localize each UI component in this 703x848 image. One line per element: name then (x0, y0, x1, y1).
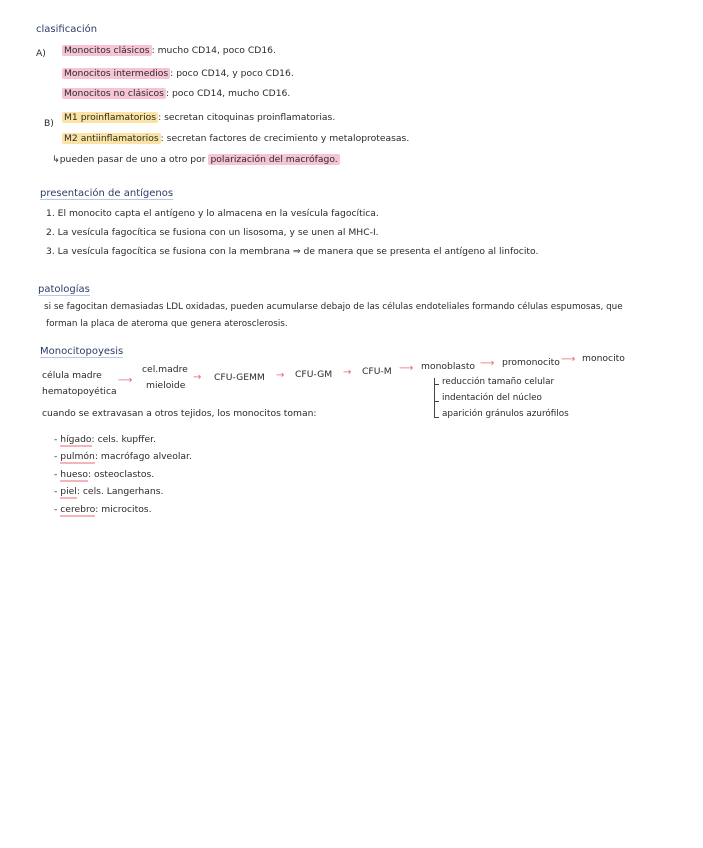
change-item: aparición gránulos azurófilos (442, 409, 569, 419)
stage-myeloid-line2: mieloide (146, 380, 186, 391)
organ-term: cerebro (60, 504, 96, 515)
cell-type: : macrófago alveolar. (94, 451, 192, 462)
organ-term: hueso (60, 469, 88, 480)
list-item: - cerebro: microcitos. (54, 504, 152, 515)
branch-tick (434, 417, 439, 418)
arrow-icon: → (193, 372, 202, 383)
list-item (62, 133, 409, 144)
tissues-intro: cuando se extravasan a otros tejidos, los monocitos toman: (42, 408, 317, 419)
paragraph-line: si se fagocitan demasiadas LDL oxidadas, pueden acumularse debajo de las células endoteliales formando células espumosas, que (44, 302, 623, 312)
arrow-icon: ⟶ (118, 375, 133, 386)
stage-hsc-line2: hematopoyética (42, 386, 117, 397)
arrow-icon: → (276, 370, 285, 381)
stage-promonocito: promonocito (502, 357, 560, 368)
stage-monocito: monocito (582, 353, 625, 364)
stage-cfu-gemm: CFU-GEMM (214, 372, 265, 383)
list-item (62, 68, 294, 79)
term-highlight: M1 proinflamatorios (64, 112, 157, 123)
cell-type: : microcitos. (95, 504, 152, 515)
list-item (62, 112, 335, 123)
term-description: : mucho CD14, poco CD16. (151, 45, 276, 56)
arrow-icon: ⟶ (561, 354, 576, 365)
list-item (62, 45, 276, 56)
paragraph-line: forman la placa de ateroma que genera aterosclerosis. (46, 319, 288, 329)
branch-tick (434, 384, 439, 385)
list-label-a: A) (36, 48, 46, 59)
list-item: - hueso: osteoclastos. (54, 469, 155, 480)
arrow-icon: ⟶ (399, 363, 414, 374)
term-highlight: M2 antiinflamatorios (64, 133, 159, 144)
term-description: : poco CD14, y poco CD16. (170, 68, 294, 79)
term-description: : secretan factores de crecimiento y metaloproteasas. (160, 133, 410, 144)
section-title-clasificacion: clasificación (36, 24, 98, 35)
list-item: - hígado: cels. kupffer. (54, 434, 156, 445)
stage-cfu-m: CFU-M (362, 366, 392, 377)
stage-hsc-line1: célula madre (42, 370, 102, 381)
term-description: : poco CD14, mucho CD16. (165, 88, 291, 99)
organ-term: piel (60, 486, 77, 497)
term-highlight: Monocitos clásicos (64, 45, 150, 56)
stage-myeloid-line1: cel.madre (142, 364, 188, 375)
change-item: reducción tamaño celular (442, 377, 555, 387)
term-highlight: polarización del macrófago. (210, 154, 338, 165)
change-item: indentación del núcleo (442, 393, 542, 403)
cell-type: : cels. Langerhans. (76, 486, 164, 497)
arrow-icon: ⟶ (480, 358, 495, 369)
section-title-patologias: patologías (38, 284, 90, 295)
polarization-note (52, 154, 340, 165)
cell-type: : osteoclastos. (87, 469, 155, 480)
term-highlight: Monocitos intermedios (64, 68, 169, 79)
organ-term: pulmón (60, 451, 95, 462)
branch-tick (434, 401, 439, 402)
list-item: - pulmón: macrófago alveolar. (54, 451, 192, 462)
stage-monoblasto: monoblasto (421, 361, 476, 372)
list-item: 2. La vesícula fagocítica se fusiona con un lisosoma, y se unen al MHC-I. (46, 227, 379, 238)
section-title-monocitopoyesis: Monocitopoyesis (40, 346, 124, 357)
paragraph-line (42, 285, 652, 295)
list-item (62, 88, 290, 99)
arrow-icon: → (343, 367, 352, 378)
list-label-b: B) (44, 118, 54, 129)
cell-type: : cels. kupffer. (91, 434, 156, 445)
term-highlight: Monocitos no clásicos (64, 88, 164, 99)
organ-term: hígado (60, 434, 92, 445)
stage-cfu-gm: CFU-GM (295, 369, 333, 380)
term-description: : secretan citoquinas proinflamatorias. (158, 112, 336, 123)
list-item: 1. El monocito capta el antígeno y lo almacena en la vesícula fagocítica. (46, 208, 379, 219)
list-item: - piel: cels. Langerhans. (54, 486, 164, 497)
note-text: ↳pueden pasar de uno a otro por (52, 154, 209, 165)
section-title-presentacion: presentación de antígenos (40, 188, 174, 199)
list-item: 3. La vesícula fagocítica se fusiona con la membrana ⇒ de manera que se presenta el antígeno al linfocito. (46, 246, 539, 257)
